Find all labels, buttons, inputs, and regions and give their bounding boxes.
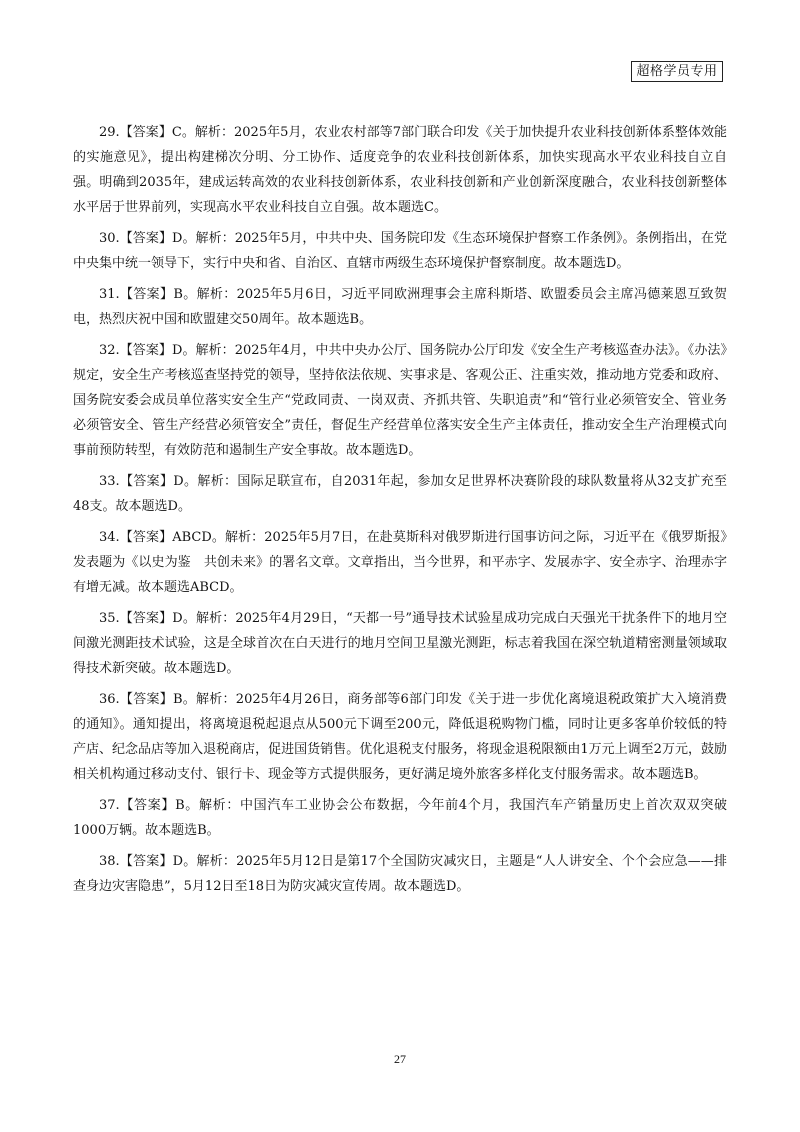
answer-34: 34.【答案】ABCD。解析：2025年5月7日，在赴莫斯科对俄罗斯进行国事访问之际，习近平在《俄罗斯报》发表题为《以史为鉴 共创未来》的署名文章。文章指出，当今世界，和平赤字、发展赤字、安全赤字、治理赤字有增无减。故本题选ABCD。: [73, 530, 727, 595]
answer-35: 35.【答案】D。解析：2025年4月29日，“天都一号”通导技术试验星成功完成白天强光干扰条件下的地月空间激光测距技术试验，这是全球首次在白天进行的地月空间卫星激光测距，标志着我国在深空轨道精密测量领域取得技术新突破。故本题选D。: [73, 611, 727, 676]
answer-36: 36.【答案】B。解析：2025年4月26日，商务部等6部门印发《关于进一步优化离境退税政策扩大入境消费的通知》。通知提出，将离境退税起退点从500元下调至200元，降低退税购物门槛，同时让更多客单价较低的特产店、纪念品店等加入退税商店，促进国货销售。优化退税支付服务，将现金退税限额由1万元上调至2万元，鼓励相关机构通过移动支付、银行卡、现金等方式提供服务，更好满足境外旅客多样化支付服务需求。故本题选B。: [73, 692, 727, 782]
answer-30: 30.【答案】D。解析：2025年5月，中共中央、国务院印发《生态环境保护督察工作条例》。条例指出，在党中央集中统一领导下，实行中央和省、自治区、直辖市两级生态环境保护督察制度。故本题选D。: [73, 231, 727, 271]
answer-32: 32.【答案】D。解析：2025年4月，中共中央办公厅、国务院办公厅印发《安全生产考核巡查办法》。《办法》规定，安全生产考核巡查坚持党的领导，坚持依法依规、实事求是、客观公正、注重实效，推动地方党委和政府、国务院安委会成员单位落实安全生产“党政同责、一岗双责、齐抓共管、失职追责”和“管行业必须管安全、管业务必须管安全、管生产经营必须管安全”责任，督促生产经营单位落实安全生产主体责任，推动安全生产治理模式向事前预防转型，有效防范和遏制生产安全事故。故本题选D。: [73, 343, 727, 458]
answer-29: 29.【答案】C。解析：2025年5月，农业农村部等7部门联合印发《关于加快提升农业科技创新体系整体效能的实施意见》，提出构建梯次分明、分工协作、适度竞争的农业科技创新体系，加快实现高水平农业科技自立自强。明确到2035年，建成运转高效的农业科技创新体系，农业科技创新和产业创新深度融合，农业科技创新整体水平居于世界前列，实现高水平农业科技自立自强。故本题选C。: [73, 125, 727, 215]
page-number: 27: [394, 1052, 406, 1066]
exclusive-use-badge: 超格学员专用: [631, 61, 723, 82]
answer-list: [73, 120, 727, 905]
answer-38: 38.【答案】D。解析：2025年5月12日是第17个全国防灾减灾日，主题是“人人讲安全、个个会应急——排查身边灾害隐患”，5月12日至18日为防灾减灾宣传周。故本题选D。: [73, 854, 727, 894]
answer-31: 31.【答案】B。解析：2025年5月6日，习近平同欧洲理事会主席科斯塔、欧盟委员会主席冯德莱恩互致贺电，热烈庆祝中国和欧盟建交50周年。故本题选B。: [73, 287, 727, 327]
answer-37: 37.【答案】B。解析：中国汽车工业协会公布数据，今年前4个月，我国汽车产销量历史上首次双双突破1000万辆。故本题选B。: [73, 798, 727, 838]
answer-33: 33.【答案】D。解析：国际足联宣布，自2031年起，参加女足世界杯决赛阶段的球队数量将从32支扩充至48支。故本题选D。: [73, 474, 727, 514]
